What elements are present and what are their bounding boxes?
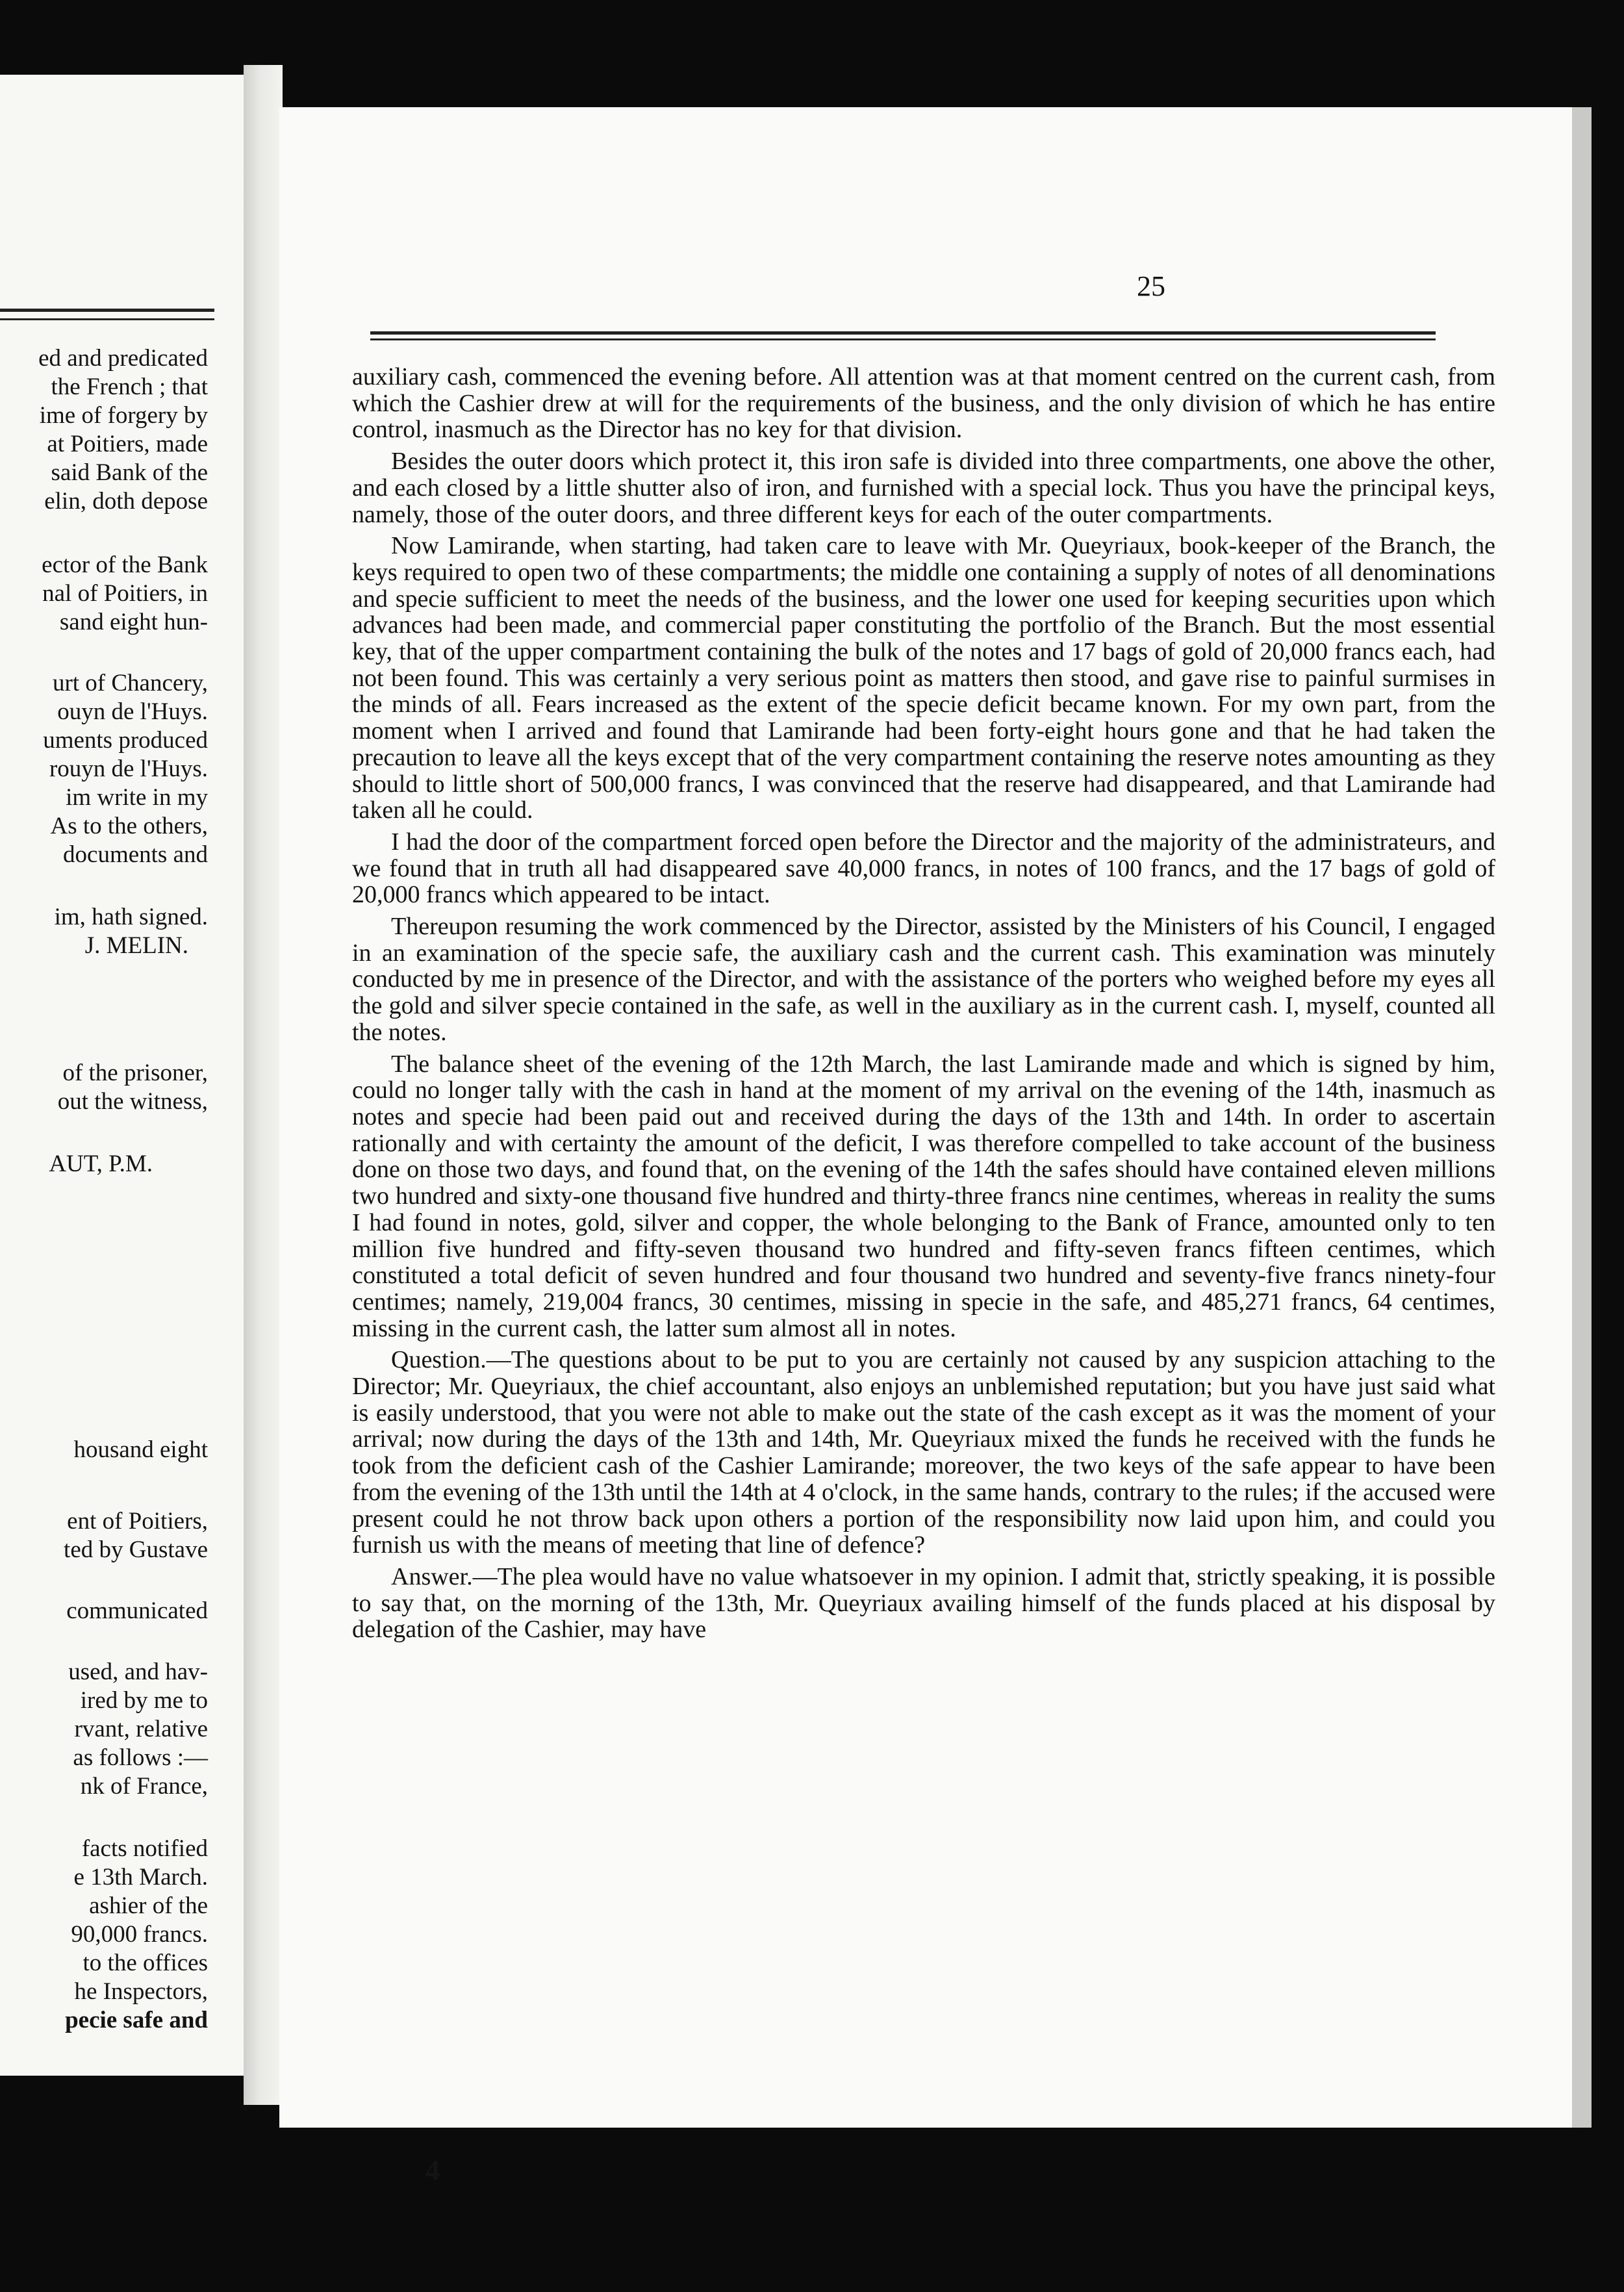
left-line: ector of the Bank xyxy=(42,552,208,578)
left-line: im, hath signed. xyxy=(54,904,208,930)
left-line: ime of forgery by xyxy=(39,402,208,429)
left-line: to the offices xyxy=(82,1950,208,1976)
left-line: pecie safe and xyxy=(65,2007,208,2033)
right-page xyxy=(279,107,1592,2186)
left-line: ired by me to xyxy=(80,1687,208,1714)
signature-mark: 4 xyxy=(425,2154,440,2186)
header-rule xyxy=(370,331,1436,340)
left-page xyxy=(0,75,244,2076)
book-gutter xyxy=(244,65,283,2105)
left-line: nal of Poitiers, in xyxy=(42,580,208,607)
left-line: ashier of the xyxy=(89,1892,208,1919)
left-line: documents and xyxy=(63,841,208,868)
left-line: said Bank of the xyxy=(51,459,208,486)
paragraph: Thereupon resuming the work commenced by the Director, assisted by the Ministers of his Council, I engaged in an examination of the specie safe, the auxiliary cash and the current cash. This examination was minutely conducted by me in presence of the Director, and with the assistance of the porters who weighed before my eyes all the gold and silver specie contained in the safe, as well in the auxiliary as in the current cash. I, myself, counted all the notes. xyxy=(352,913,1495,1046)
left-line: e 13th March. xyxy=(73,1864,208,1891)
left-line: ted by Gustave xyxy=(64,1536,208,1563)
left-line: im write in my xyxy=(66,784,208,811)
left-line: rvant, relative xyxy=(74,1716,208,1742)
left-signature: J. MELIN. xyxy=(84,932,188,959)
left-line: sand eight hun- xyxy=(59,609,208,635)
left-line: of the prisoner, xyxy=(62,1060,208,1086)
paragraph: auxiliary cash, commenced the evening before. All attention was at that moment centred on the current cash, from which the Cashier drew at will for the requirements of the business, and the only division of which he has entire control, inasmuch as the Director has no key for that division. xyxy=(352,363,1495,444)
left-line: ouyn de l'Huys. xyxy=(57,698,208,725)
left-line: out the witness, xyxy=(57,1088,208,1115)
left-line: housand eight xyxy=(73,1436,208,1463)
paragraph: I had the door of the compartment forced open before the Director and the majority of the administrateurs, and we found that in truth all had disappeared save 40,000 francs, in notes of 100 francs, and the 17 bags of gold of 20,000 francs which appeared to be intact. xyxy=(352,828,1495,909)
left-line: the French ; that xyxy=(51,374,208,400)
left-line: at Poitiers, made xyxy=(47,431,208,457)
left-line: uments produced xyxy=(43,727,208,754)
left-line: elin, doth depose xyxy=(44,488,208,515)
left-line: 90,000 francs. xyxy=(71,1921,208,1948)
paragraph: Besides the outer doors which protect it, this iron safe is divided into three compartments, one above the other, and each closed by a little shutter also of iron, and furnished with a special lock. Thus you have the principal keys, namely, those of the outer doors, and three different keys for each of the outer compartments. xyxy=(352,448,1495,528)
body-text xyxy=(352,364,1495,1643)
left-line: as follows :— xyxy=(73,1744,208,1771)
left-line: nk of France, xyxy=(80,1773,208,1800)
left-signature: AUT, P.M. xyxy=(49,1151,153,1177)
paragraph: Answer.—The plea would have no value whatsoever in my opinion. I admit that, strictly speaking, it is possible to say that, on the morning of the 13th, Mr. Queyriaux availing himself of the funds placed at his disposal by delegation of the Cashier, may have xyxy=(352,1562,1495,1644)
left-line: urt of Chancery, xyxy=(52,670,208,696)
paragraph: Question.—The questions about to be put to you are certainly not caused by any suspicion attaching to the Director; Mr. Queyriaux, the chief accountant, also enjoys an unblemished reputation; but you have just said what is easily understood, that you were not able to make out the state of the cash except as it was the moment of your arrival; now during the days of the 13th and 14th, Mr. Queyriaux mixed the funds he received with the funds he took from the deficient cash of the Cashier Lamirande; moreover, the two keys of the safe appear to have been from the evening of the 13th until the 14th at 4 o'clock, in the same hands, contrary to the rules; if the accused were present could he not throw back upon others a portion of the responsibility now laid upon him, and could you furnish us with the means of meeting that line of defence? xyxy=(352,1346,1495,1559)
left-line: communicated xyxy=(66,1598,208,1624)
left-line: rouyn de l'Huys. xyxy=(49,756,208,782)
paragraph: The balance sheet of the evening of the 12th March, the last Lamirande made and which is signed by him, could no longer tally with the cash in hand at the moment of my arrival on the evening of the 14th, inasmuch as notes and specie had been paid out and received during the days of the 13th and 14th. In order to ascertain rationally and with certainty the amount of the deficit, I was therefore compelled to take account of the business done on those two days, and found that, on the evening of the 14th the safes should have contained eleven millions two hundred and sixty-one thousand five hundred and thirty-three francs nine centimes, whereas in reality the sums I had found in notes, gold, silver and copper, the whole belonging to the Bank of France, amounted only to ten million five hundred and fifty-seven thousand two hundred and fifty-seven francs fifteen centimes, which constituted a total deficit of seven hundred and four thousand two hundred and seventy-five francs ninety-four centimes; namely, 219,004 francs, 30 centimes, missing in specie in the safe, and 485,271 francs, 64 centimes, missing in the current cash, the latter sum almost all in notes. xyxy=(352,1050,1495,1342)
page-number: 25 xyxy=(1137,270,1165,302)
left-page-rule xyxy=(0,309,214,320)
paragraph: Now Lamirande, when starting, had taken care to leave with Mr. Queyriaux, book-keeper of the Branch, the keys required to open two of these compartments; the middle one containing a supply of notes of all denominations and specie sufficient to meet the needs of the business, and the lower one used for keeping securities upon which advances had been made, and commercial paper constituting the portfolio of the Branch. But the most essential key, that of the upper compartment containing the bulk of the notes and 17 bags of gold of 20,000 francs each, had not been found. This was certainly a very serious point as matters then stood, and gave rise to painful surmises in the minds of all. Fears increased as the extent of the specie deficit became known. For my own part, from the moment when I arrived and found that Lamirande had been forty-eight hours gone and that he had taken the precaution to leave all the keys except that of the very compartment containing the reserve notes amounting as they should to little short of 500,000 francs, I was convinced that the reserve had disappeared, and that Lamirande had taken all he could. xyxy=(352,532,1495,824)
left-line: he Inspectors, xyxy=(74,1978,208,2005)
left-line: As to the others, xyxy=(50,813,208,839)
left-line: ent of Poitiers, xyxy=(67,1508,208,1534)
left-line: used, and hav- xyxy=(68,1659,208,1685)
left-line: ed and predicated xyxy=(38,345,208,372)
left-line: facts notified xyxy=(81,1835,208,1862)
